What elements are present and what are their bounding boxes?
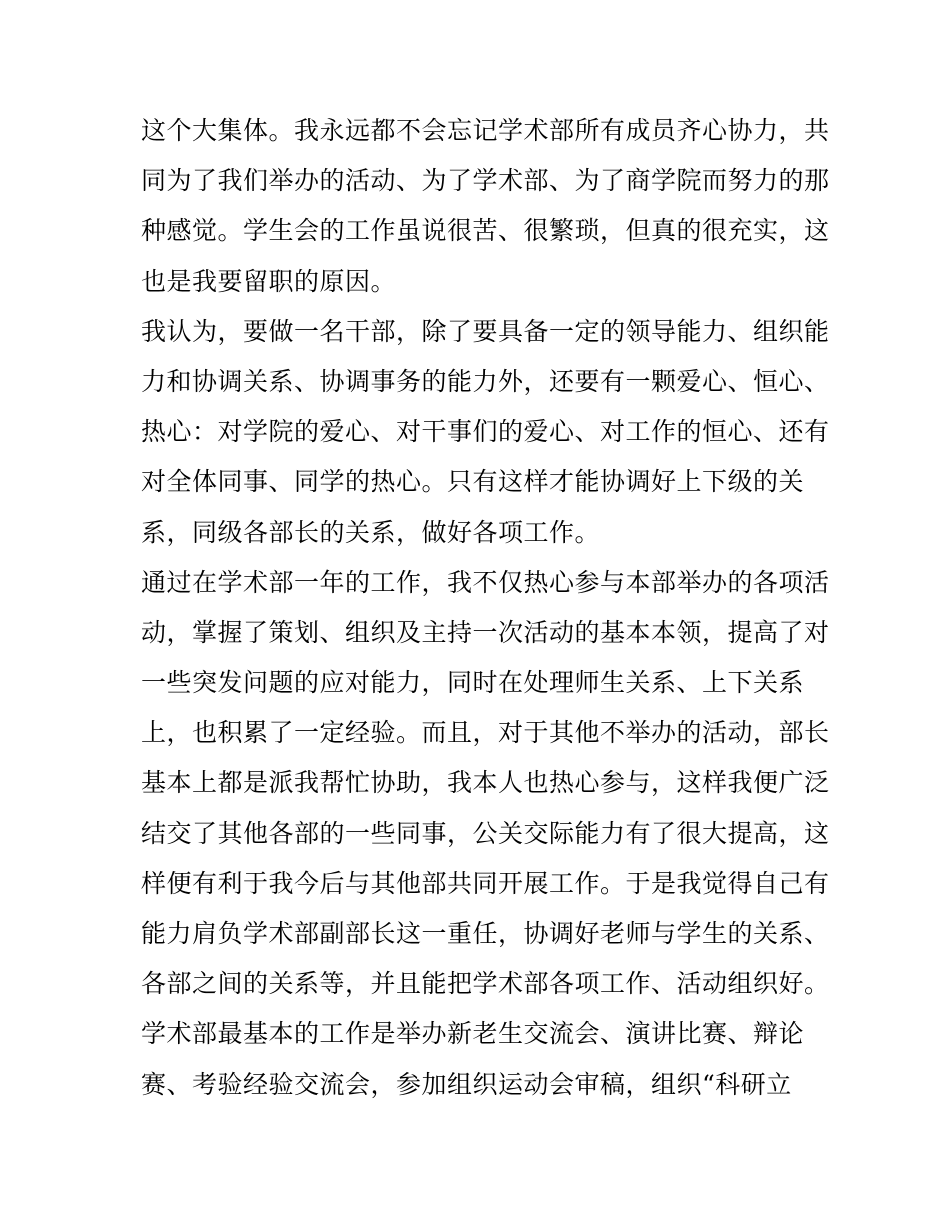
text-line: 能力肩负学术部副部长这一重任，协调好老师与学生的关系、 (141, 919, 830, 948)
body-text (141, 106, 830, 1110)
text-line: 种感觉。学生会的工作虽说很苦、很繁琐，但真的很充实，这 (141, 216, 830, 246)
text-line: 对全体同事、同学的热心。只有这样才能协调好上下级的关 (141, 467, 805, 497)
text-line: 力和协调关系、协调事务的能力外，还要有一颗爱心、恒心、 (141, 366, 830, 396)
text-line: 这个大集体。我永远都不会忘记学术部所有成员齐心协力，共 (141, 116, 830, 145)
text-line: 样便有利于我今后与其他部共同开展工作。于是我觉得自己有 (141, 868, 830, 898)
text-line: 赛、考验经验交流会，参加组织运动会审稿，组织“科研立 (141, 1069, 792, 1099)
text-line: 也是我要留职的原因。 (141, 266, 397, 296)
text-line: 热心：对学院的爱心、对干事们的爱心、对工作的恒心、还有 (141, 417, 830, 447)
text-line: 基本上都是派我帮忙协助，我本人也热心参与，这样我便广泛 (141, 768, 830, 798)
text-line: 通过在学术部一年的工作，我不仅热心参与本部举办的各项活 (141, 567, 830, 597)
text-line: 同为了我们举办的活动、为了学术部、为了商学院而努力的那 (141, 166, 830, 196)
text-line: 各部之间的关系等，并且能把学术部各项工作、活动组织好。 (141, 969, 830, 999)
text-line: 上，也积累了一定经验。而且，对于其他不举办的活动，部长 (141, 718, 830, 748)
text-line: 学术部最基本的工作是举办新老生交流会、演讲比赛、辩论 (141, 1019, 805, 1049)
text-line: 结交了其他各部的一些同事，公关交际能力有了很大提高，这 (141, 818, 830, 848)
text-line: 我认为，要做一名干部，除了要具备一定的领导能力、组织能 (141, 316, 830, 346)
text-line: 动，掌握了策划、组织及主持一次活动的基本本领，提高了对 (141, 617, 830, 647)
text-line: 一些突发问题的应对能力，同时在处理师生关系、上下关系 (141, 668, 805, 698)
text-line: 系，同级各部长的关系，做好各项工作。 (141, 517, 601, 547)
